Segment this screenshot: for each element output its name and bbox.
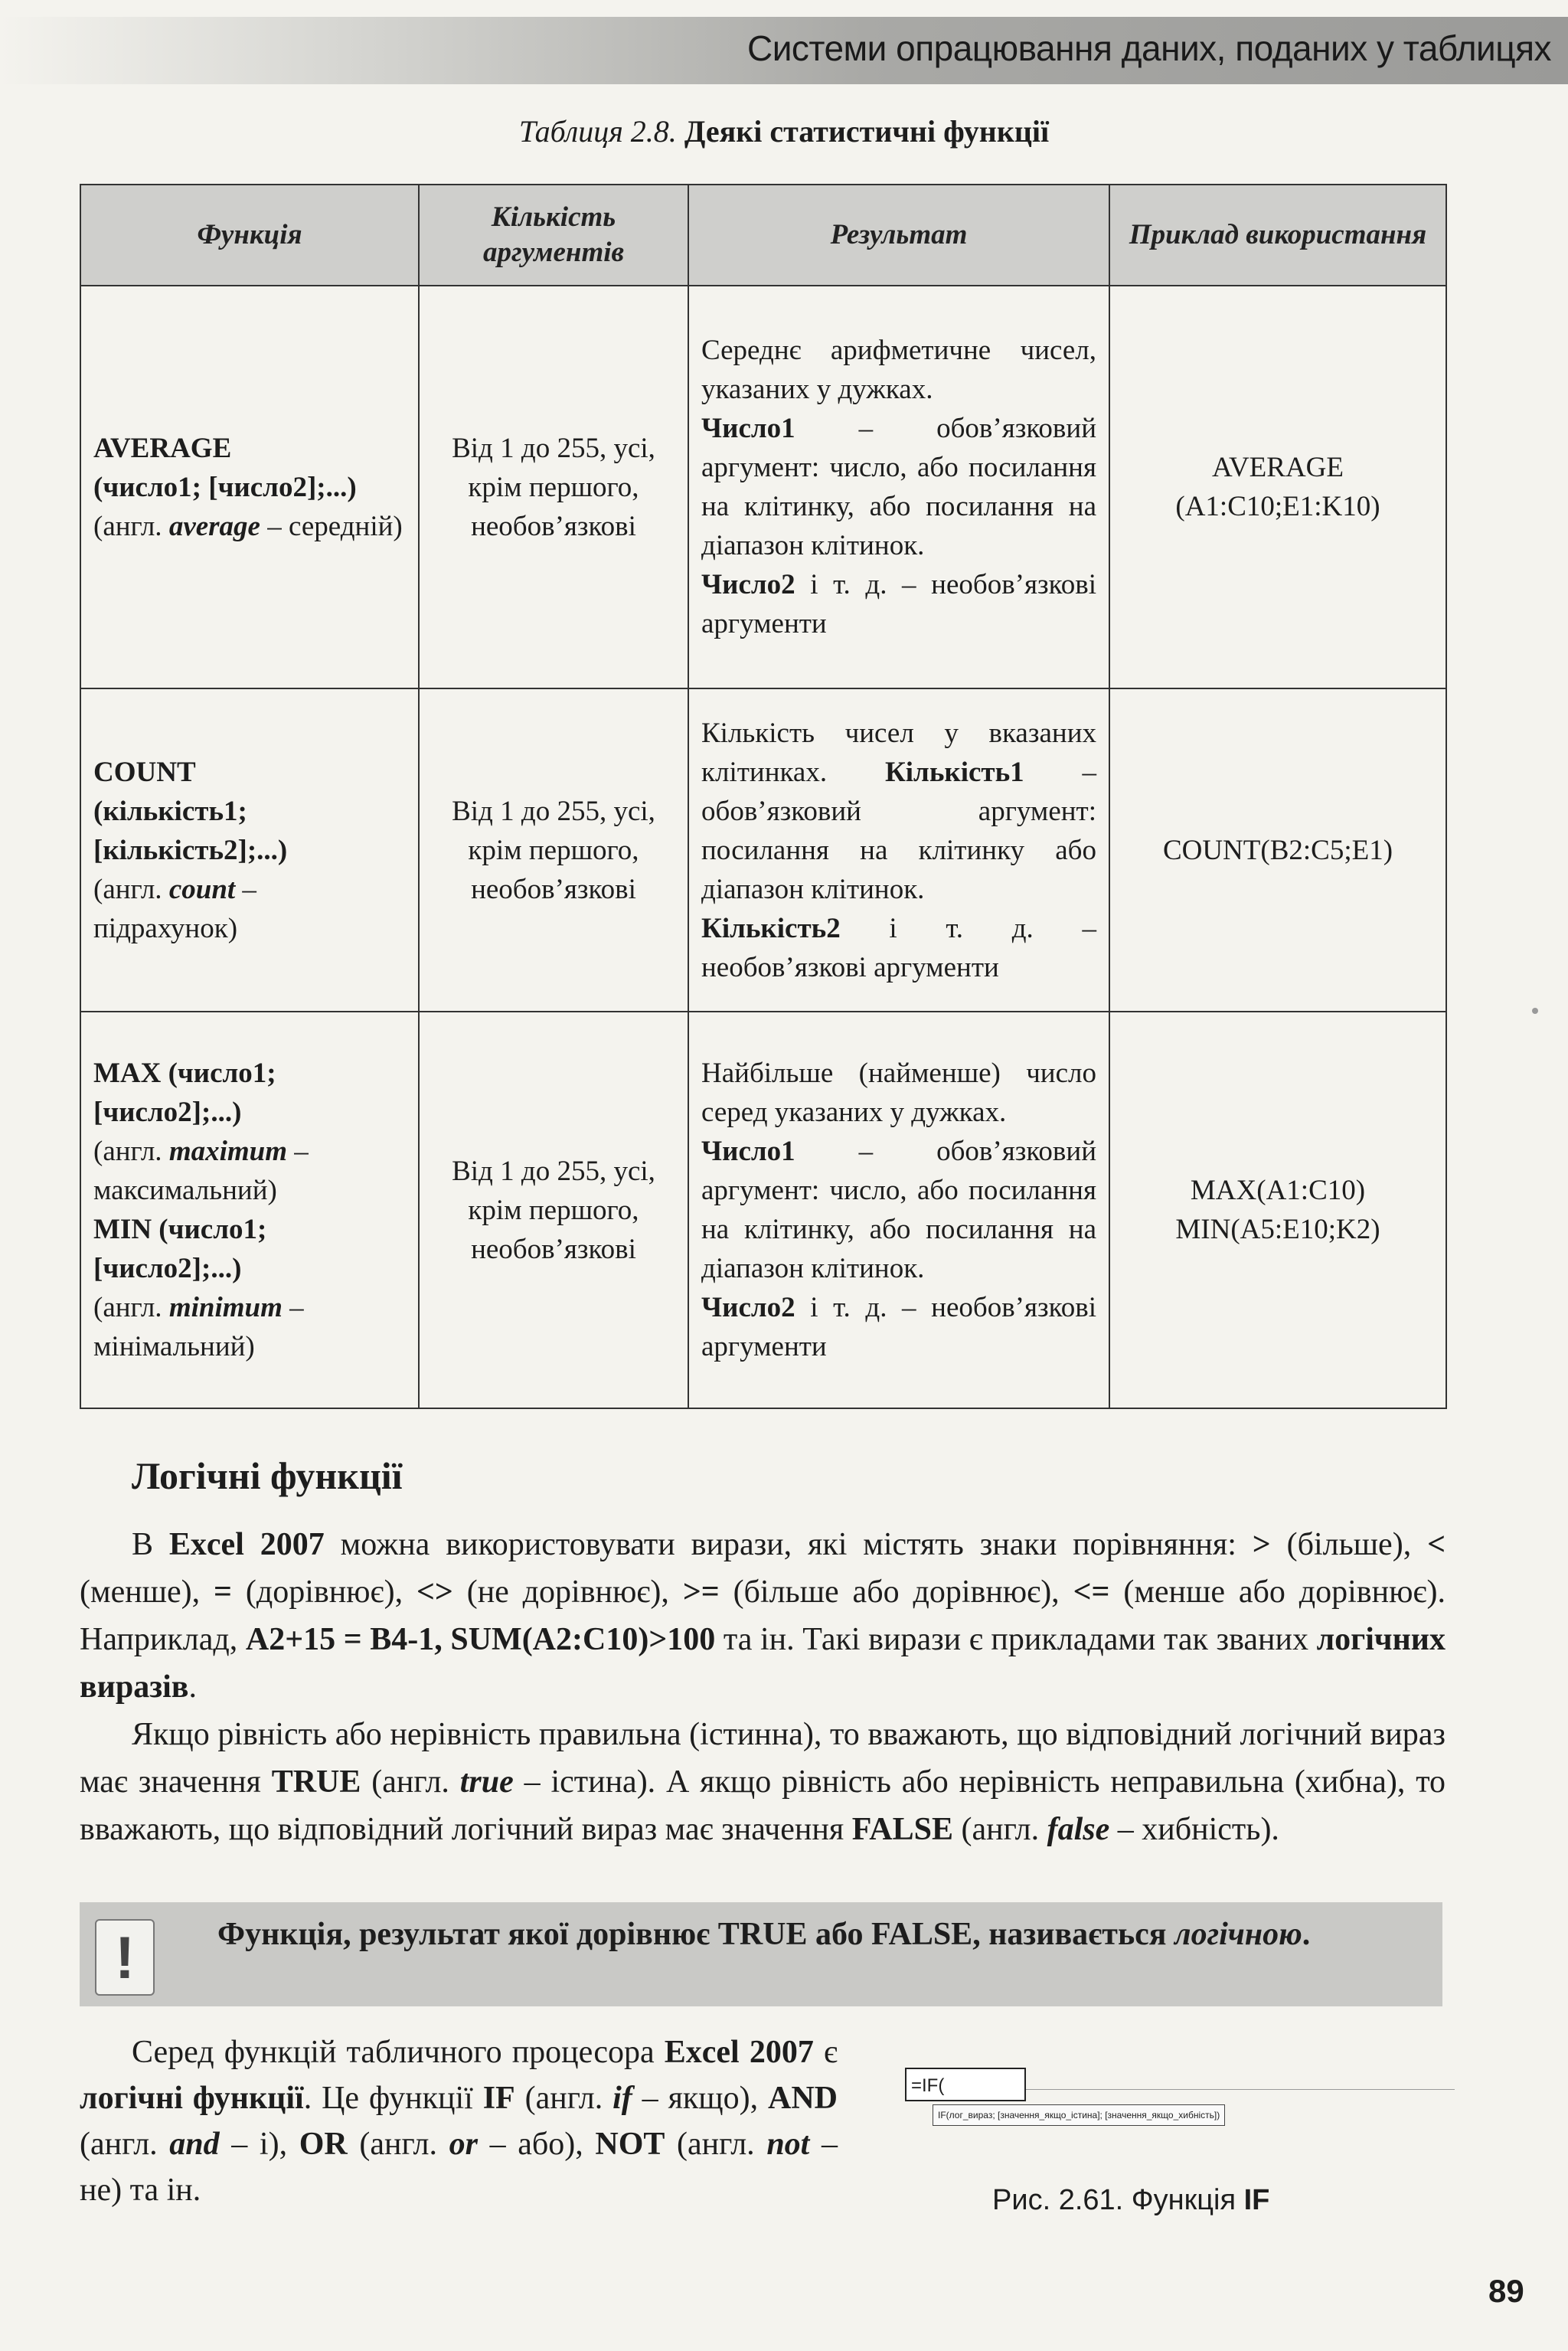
function-name: MIN (число1; [число2];...) <box>93 1214 267 1284</box>
result-term: Кількість2 <box>701 912 841 944</box>
note-text: Функція, результат якої дорівнює TRUE або FALSE, називається логічною. <box>217 1917 1311 1952</box>
result-term: Число1 <box>701 413 795 444</box>
lang-prefix: (англ. <box>93 510 169 542</box>
result-term: Число2 <box>701 1292 795 1323</box>
function-cell <box>80 688 419 1012</box>
example-text: MAX(A1:C10) <box>1190 1175 1366 1206</box>
result-text: – обов’язковий аргумент: число, або посилання на клітинку, або посилання на діапазон клітинок. <box>701 413 1096 561</box>
args-cell: Від 1 до 255, усі, крім першого, необов’язкові <box>419 1012 688 1408</box>
running-header: Системи опрацювання даних, поданих у таблицях <box>746 28 1551 68</box>
table-header-row <box>80 185 1446 286</box>
function-cell <box>80 286 419 688</box>
english-word: average <box>168 510 260 542</box>
example-cell: AVERAGE (A1:C10;E1:K10) <box>1109 286 1446 688</box>
paragraph-comparison-operators: В Excel 2007 можна використовувати вирази, які містять знаки порівняння: > (більше), < (менше), = (дорівнює), <> (не дорівнює), >= (більше або дорівнює), <= (менше або дорівнює). Наприклад, A2+15 = B4-1, SUM(A2:C10)>100 та ін. Такі вирази є прикладами так званих логічних виразів. <box>80 1527 1446 1705</box>
paragraph-true-false: Якщо рівність або нерівність правильна (істинна), то вважають, що відповідний логічний вираз має значення TRUE (англ. true – істина). А якщо рівність або нерівність неправильна (хибна), то вважають, що відповідний логічний вираз має значення FALSE (англ. false – хибність). <box>80 1717 1446 1847</box>
function-args: (кількість1; [кількість2];...) <box>93 795 288 866</box>
lang-prefix: (англ. <box>93 873 169 905</box>
result-text: Найбільше (найменше) число серед указаних у дужках. <box>701 1058 1096 1128</box>
result-text: – обов’язковий аргумент: посилання на клітинку або діапазон клітинок. <box>701 756 1097 905</box>
result-text: і т. д. – необов’язкові аргументи <box>701 912 1096 983</box>
table-caption <box>0 113 1568 149</box>
function-meaning: – підрахунок) <box>93 873 256 944</box>
column-header: Результат <box>688 185 1109 286</box>
function-tooltip: IF(лог_вираз; [значення_якщо_істина]; [значення_якщо_хибність]) <box>933 2104 1225 2126</box>
english-word: count <box>168 873 236 905</box>
table-row <box>80 1012 1446 1408</box>
result-text: – обов’язковий аргумент: число, або посилання на клітинку, або посилання на діапазон клітинок. <box>701 1136 1096 1284</box>
english-word: minimum <box>168 1292 283 1323</box>
exclamation-icon: ! <box>95 1919 155 1996</box>
paragraph-logical-functions: Серед функцій табличного процесора Excel 2007 є логічні функції. Це функції IF (англ. if – якщо), AND (англ. and – і), OR (англ. or – або), NOT (англ. not – не) та ін. <box>80 2035 838 2208</box>
section-title: Логічні функції <box>132 1454 403 1497</box>
result-term: Кількість1 <box>884 756 1024 788</box>
result-text: і т. д. – необов’язкові аргументи <box>701 1292 1096 1362</box>
table-row <box>80 688 1446 1012</box>
function-name: COUNT <box>93 756 196 788</box>
result-text: і т. д. – необов’язкові аргументи <box>701 569 1096 639</box>
page-number: 89 <box>1488 2273 1524 2309</box>
example-cell: COUNT(B2:C5;E1) <box>1109 688 1446 1012</box>
function-args: (число1; [число2];...) <box>93 471 357 503</box>
result-term: Число2 <box>701 569 795 600</box>
function-name: MAX (число1; [число2];...) <box>93 1058 276 1128</box>
function-name: AVERAGE <box>93 432 232 464</box>
statistical-functions-table <box>80 184 1447 1409</box>
result-cell <box>688 688 1109 1012</box>
lang-prefix: (англ. <box>93 1292 169 1323</box>
example-text: MIN(A5:E10;K2) <box>1175 1214 1380 1245</box>
definition-note <box>80 1902 1442 2006</box>
column-header: Функція <box>80 185 419 286</box>
args-cell: Від 1 до 255, усі, крім першого, необов’язкові <box>419 286 688 688</box>
args-cell: Від 1 до 255, усі, крім першого, необов’язкові <box>419 688 688 1012</box>
formula-input[interactable]: =IF( <box>905 2068 1026 2101</box>
table-caption-label: Таблиця 2.8. <box>518 114 677 149</box>
example-cell <box>1109 1012 1446 1408</box>
result-cell <box>688 286 1109 688</box>
margin-dot <box>1532 1008 1538 1014</box>
result-term: Число1 <box>701 1136 795 1167</box>
function-meaning: – середній) <box>260 510 403 542</box>
result-text: Середнє арифметичне чисел, указаних у дужках. <box>701 335 1096 405</box>
result-cell <box>688 1012 1109 1408</box>
column-header: Приклад використання <box>1109 185 1446 286</box>
table-row <box>80 286 1446 688</box>
function-meaning: – мінімальний) <box>93 1292 304 1362</box>
lang-prefix: (англ. <box>93 1136 169 1167</box>
function-cell <box>80 1012 419 1408</box>
english-word: maximum <box>168 1136 288 1167</box>
if-formula-figure <box>905 2068 1458 2120</box>
formula-bar-line <box>1026 2089 1455 2090</box>
column-header: Кількість аргументів <box>419 185 688 286</box>
function-meaning: – максимальний) <box>93 1136 309 1206</box>
figure-caption: Рис. 2.61. Функція IF <box>992 2184 1270 2216</box>
result-text: Кількість чисел у вказаних клітинках. <box>701 717 1096 788</box>
table-caption-text: Деякі статистичні функції <box>684 114 1050 149</box>
